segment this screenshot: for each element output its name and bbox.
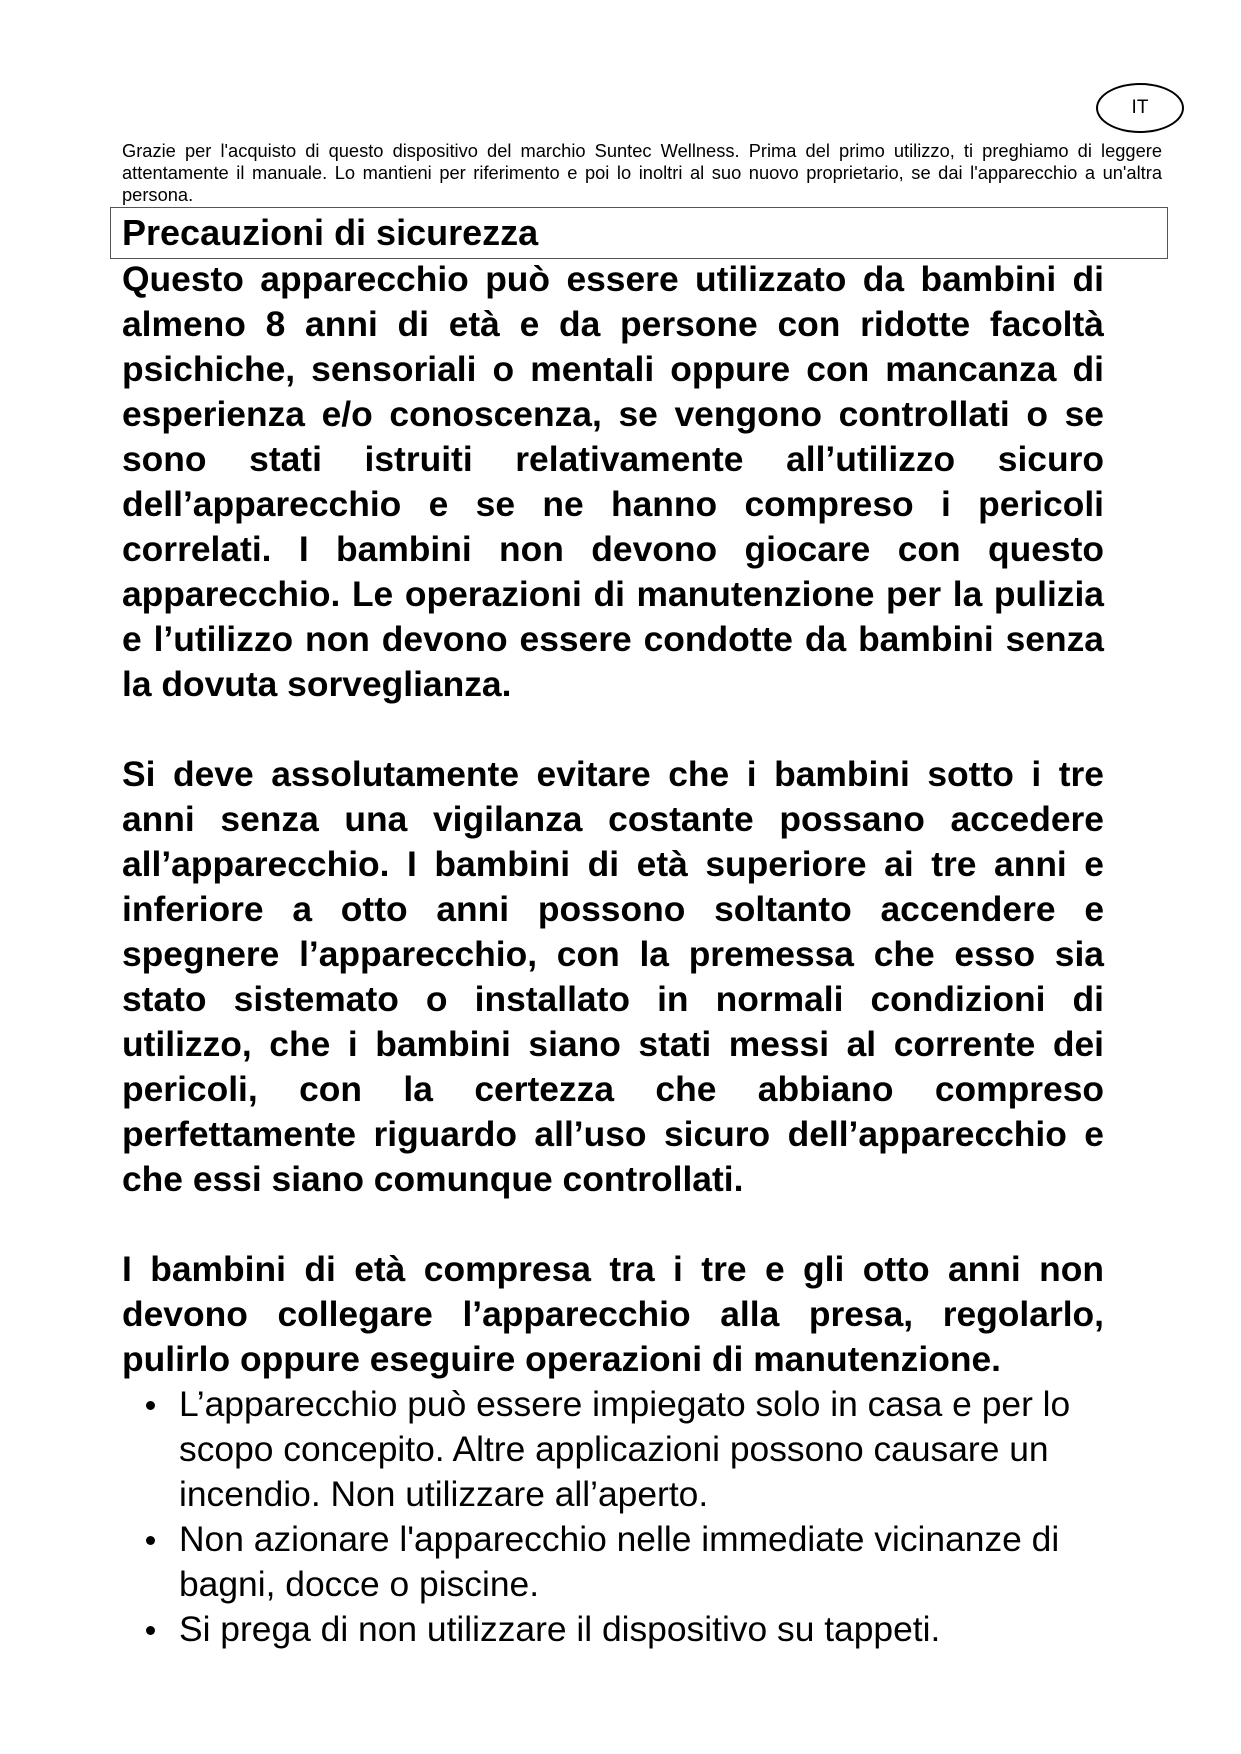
bullet-text: L’apparecchio può essere impiegato solo in casa e per lo scopo concepito. Altre applicazioni possono causare un incendio. Non utilizzare all’aperto. [179, 1384, 1071, 1514]
bullet-text: Non azionare l'apparecchio nelle immediate vicinanze di bagni, docce o piscine. [179, 1519, 1060, 1604]
bullet-item [144, 1517, 1154, 1607]
intro-paragraph: Grazie per l'acquisto di questo dispositivo del marchio Suntec Wellness. Prima del primo utilizzo, ti preghiamo di leggere attentamente il manuale. Lo mantieni per riferimento e poi lo inoltri al suo nuovo proprietario, se dai l'apparecchio a un'altra persona. [122, 140, 1162, 205]
language-code: IT [1131, 97, 1149, 118]
section-title: Precauzioni di sicurezza [122, 212, 539, 253]
safety-bullet-list [144, 1382, 1154, 1652]
warning-paragraph: I bambini di età compresa tra i tre e gli otto anni non devono collegare l’apparecchio alla presa, regolarlo, pulirlo oppure eseguire operazioni di manutenzione. [122, 1249, 1104, 1379]
bullet-dot-icon [146, 1536, 155, 1545]
warning-paragraph: Questo apparecchio può essere utilizzato da bambini di almeno 8 anni di età e da persone con ridotte facoltà psichiche, sensoriali o mentali oppure con mancanza di esperienza e/o conoscenza, se vengono controllati o se sono stati istruiti relativamente all’utilizzo sicuro dell’apparecchio e se ne hanno compreso i pericoli correlati. I bambini non devono giocare con questo apparecchio. Le operazioni di manutenzione per la pulizia e l’utilizzo non devono essere condotte da bambini senza la dovuta sorveglianza. [122, 259, 1104, 704]
language-badge [1096, 83, 1184, 133]
warning-paragraph: Si deve assolutamente evitare che i bambini sotto i tre anni senza una vigilanza costante possano accedere all’apparecchio. I bambini di età superiore ai tre anni e inferiore a otto anni possono soltanto accendere e spegnere l’apparecchio, con la premessa che esso sia stato sistemato o installato in normali condizioni di utilizzo, che i bambini siano stati messi al corrente dei pericoli, con la certezza che abbiano compreso perfettamente riguardo all’uso sicuro dell’apparecchio e che essi siano comunque controllati. [122, 754, 1104, 1199]
bullet-item [144, 1382, 1154, 1517]
bullet-item [144, 1607, 1154, 1652]
bullet-dot-icon [146, 1626, 155, 1635]
bullet-text: Si prega di non utilizzare il dispositivo su tappeti. [179, 1609, 941, 1649]
bullet-dot-icon [146, 1401, 155, 1410]
